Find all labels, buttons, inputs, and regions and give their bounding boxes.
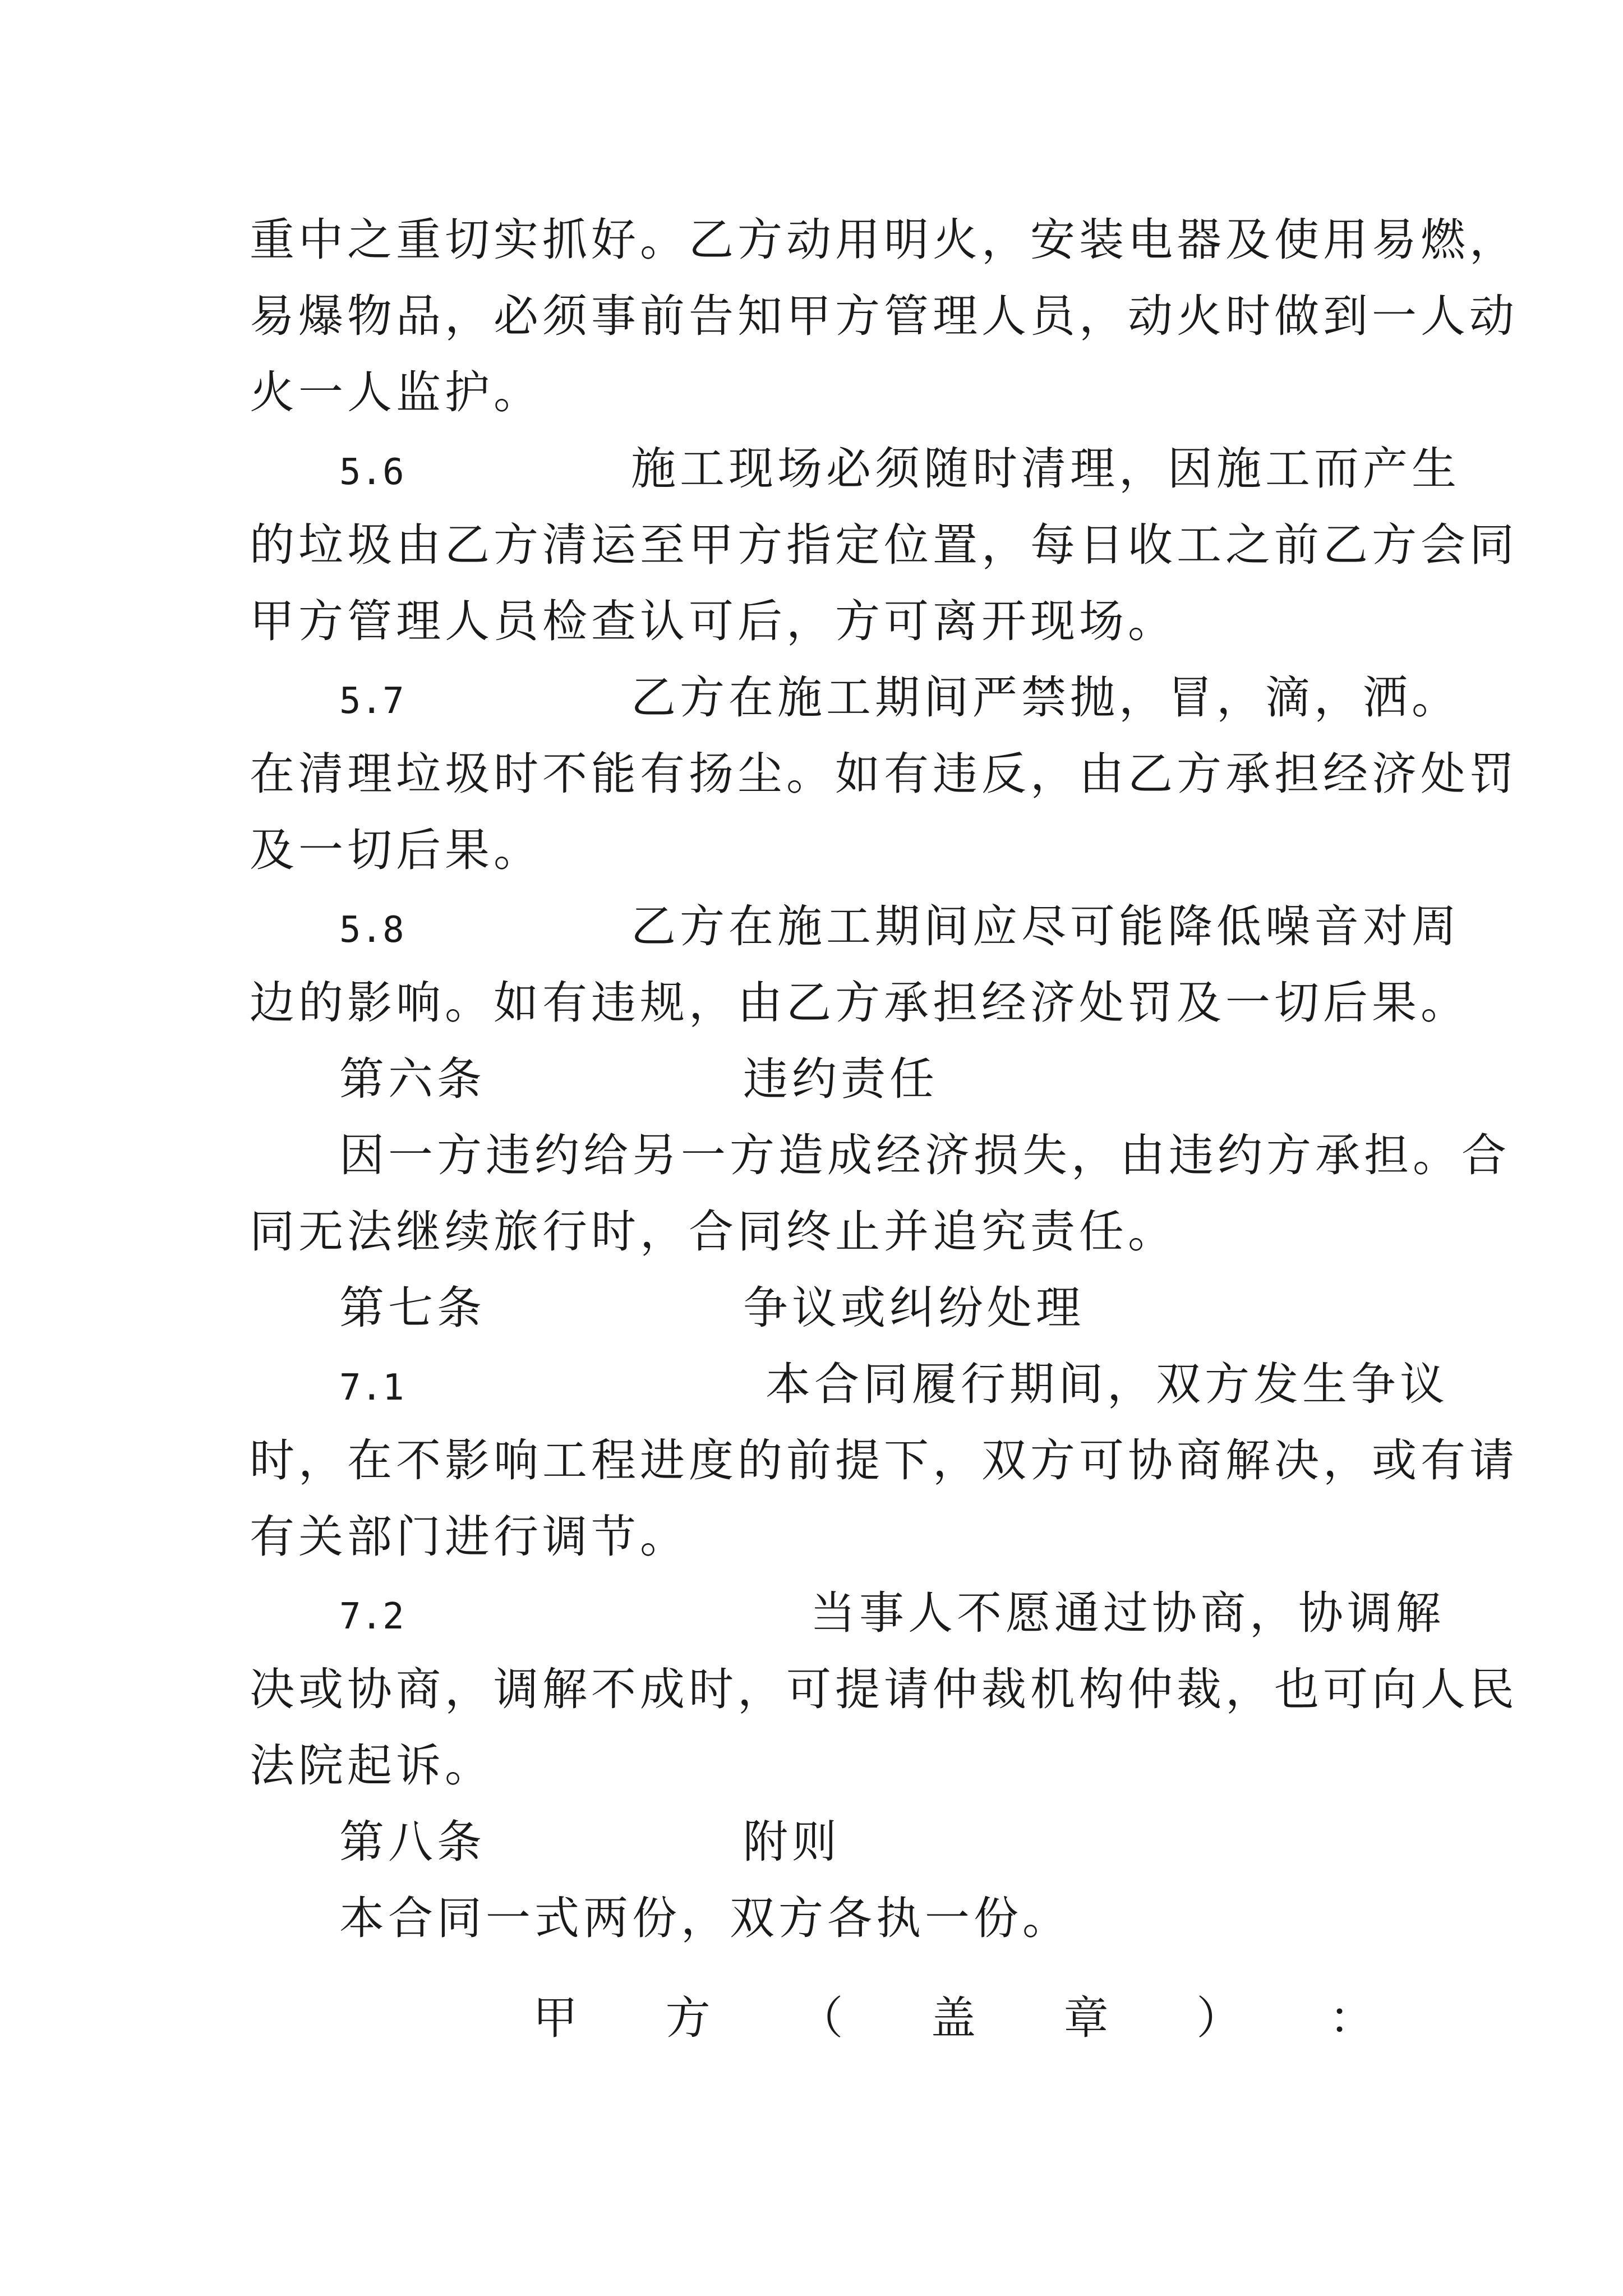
article-title: 违约责任 (743, 1053, 938, 1105)
clause-text: 本合同履行期间，双方发生争议 (766, 1358, 1449, 1410)
text-line: 同无法继续旅行时，合同终止并追究责任。 (250, 1205, 1177, 1258)
article-label: 第六条 (339, 1053, 486, 1105)
clause-text: 乙方在施工期间严禁抛，冒，滴，洒。 (631, 671, 1460, 724)
text-line: 法院起诉。 (250, 1740, 494, 1792)
text-line: 甲方管理人员检查认可后，方可离开现场。 (250, 595, 1177, 647)
clause-5-6 (250, 431, 1460, 507)
text-line: 在清理垃圾时不能有扬尘。如有违反，由乙方承担经济处罚 (250, 748, 1518, 800)
clause-number: 5.6 (339, 452, 404, 493)
clause-5-7 (250, 660, 1460, 736)
article-7-heading (250, 1270, 1394, 1346)
text-line: 时，在不影响工程进度的前提下，双方可协商解决，或有请 (250, 1434, 1518, 1487)
text-line: 有关部门进行调节。 (250, 1511, 689, 1563)
article-title: 争议或纠纷处理 (743, 1282, 1085, 1334)
text-line: 及一切后果。 (250, 824, 542, 876)
clause-7-1 (250, 1346, 1449, 1423)
article-6-heading (250, 1041, 1394, 1117)
article-8-heading (250, 1804, 1394, 1880)
clause-text: 施工现场必须随时清理，因施工而产生 (631, 443, 1460, 495)
text-line: 重中之重切实抓好。乙方动用明火，安装电器及使用易燃， (250, 214, 1518, 266)
signature-char: ） (1196, 1992, 1242, 2044)
signature-line (533, 1980, 1374, 2056)
signature-char: 方 (665, 1992, 711, 2044)
signature-char: 甲 (533, 1992, 578, 2044)
signature-char: 章 (1063, 1992, 1109, 2044)
document-body (250, 202, 1518, 1957)
text-line: 边的影响。如有违规，由乙方承担经济处罚及一切后果。 (250, 977, 1469, 1029)
article-title: 附则 (743, 1816, 841, 1868)
text-line: 决或协商，调解不成时，可提请仲裁机构仲裁，也可向人民 (250, 1663, 1518, 1715)
clause-number: 5.8 (339, 909, 404, 951)
clause-number: 7.1 (339, 1367, 404, 1409)
signature-char: 盖 (930, 1992, 976, 2044)
clause-text: 乙方在施工期间应尽可能降低噪音对周 (631, 900, 1460, 953)
clause-7-2 (250, 1575, 1445, 1651)
clause-number: 7.2 (339, 1596, 404, 1637)
text-line: 因一方违约给另一方造成经济损失，由违约方承担。合 (339, 1129, 1510, 1181)
article-label: 第八条 (339, 1816, 486, 1868)
signature-char: （ (798, 1992, 843, 2044)
text-line: 的垃圾由乙方清运至甲方指定位置，每日收工之前乙方会同 (250, 519, 1518, 571)
clause-number: 5.7 (339, 680, 404, 722)
clause-5-8 (250, 889, 1460, 965)
clause-text: 当事人不愿通过协商，协调解 (810, 1587, 1445, 1639)
article-label: 第七条 (339, 1282, 486, 1334)
text-line: 本合同一式两份，双方各执一份。 (339, 1892, 1071, 1944)
text-line: 火一人监护。 (250, 366, 542, 418)
text-line: 易爆物品，必须事前告知甲方管理人员，动火时做到一人动 (250, 290, 1518, 342)
signature-char: ： (1329, 1992, 1374, 2044)
